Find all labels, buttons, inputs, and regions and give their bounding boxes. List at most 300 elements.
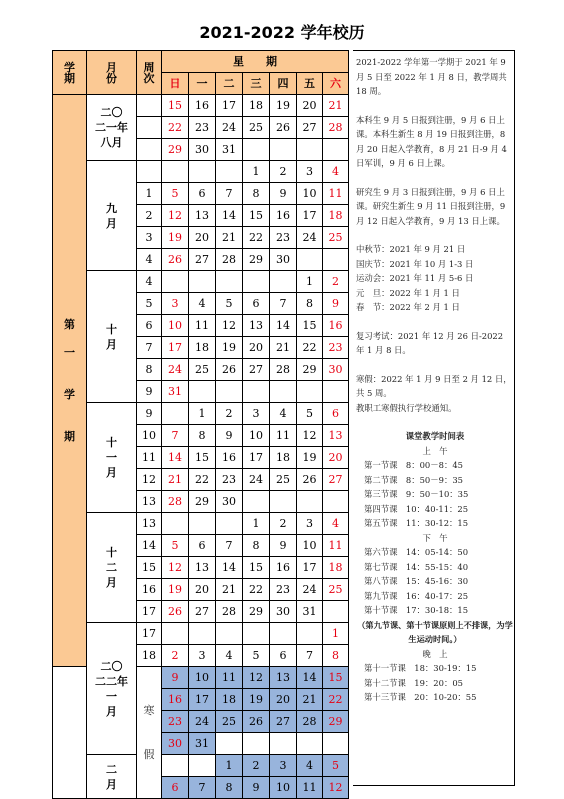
- day-cell: 18: [323, 205, 349, 227]
- day-cell: 8: [243, 535, 270, 557]
- day-cell: 7: [162, 425, 189, 447]
- day-cell: 4: [216, 645, 243, 667]
- day-cell: [297, 139, 323, 161]
- week-number: 13: [137, 491, 162, 513]
- day-cell: 31: [189, 733, 216, 755]
- notes-panel: [353, 50, 515, 786]
- semester-column-blank: [53, 667, 87, 689]
- weekday-header: 二: [216, 73, 243, 95]
- day-cell: [323, 139, 349, 161]
- period-row: 第十三节课 20：10-20：55: [364, 692, 477, 702]
- day-cell: [189, 513, 216, 535]
- month-label: 二〇 二一年 八月: [87, 95, 137, 161]
- day-cell: 29: [297, 359, 323, 381]
- day-cell: 27: [297, 117, 323, 139]
- week-number: [137, 139, 162, 161]
- day-cell: 7: [216, 183, 243, 205]
- day-cell: [323, 601, 349, 623]
- weekday-header: 三: [243, 73, 270, 95]
- day-cell: [297, 623, 323, 645]
- week-number: 12: [137, 469, 162, 491]
- day-cell: 21: [297, 689, 323, 711]
- day-cell: 9: [243, 777, 270, 799]
- day-cell: 30: [270, 601, 297, 623]
- day-cell: [270, 733, 297, 755]
- day-cell: 12: [162, 557, 189, 579]
- day-cell: 22: [243, 227, 270, 249]
- day-cell: 1: [189, 403, 216, 425]
- day-cell: 26: [216, 359, 243, 381]
- day-cell: 3: [189, 645, 216, 667]
- day-cell: 2: [323, 271, 349, 293]
- day-cell: 15: [162, 95, 189, 117]
- day-cell: 20: [243, 337, 270, 359]
- day-cell: 25: [216, 711, 243, 733]
- day-cell: 26: [243, 711, 270, 733]
- weekday-header: 一: [189, 73, 216, 95]
- week-number: 11: [137, 447, 162, 469]
- day-cell: [216, 381, 243, 403]
- week-number: 16: [137, 579, 162, 601]
- day-cell: 2: [270, 513, 297, 535]
- day-cell: 11: [189, 315, 216, 337]
- week-number: 14: [137, 535, 162, 557]
- day-cell: 4: [323, 161, 349, 183]
- day-cell: 2: [243, 755, 270, 777]
- holiday-item: 中秋节：2021 年 9 月 21 日: [356, 244, 466, 254]
- day-cell: 3: [270, 755, 297, 777]
- sports-time-note: （第九节课、第十节课原则上不排课，为学生运动时间。）: [357, 619, 513, 644]
- day-cell: 22: [189, 469, 216, 491]
- day-cell: 30: [162, 733, 189, 755]
- day-cell: 20: [270, 689, 297, 711]
- day-cell: 15: [189, 447, 216, 469]
- day-cell: 2: [216, 403, 243, 425]
- day-cell: 13: [189, 557, 216, 579]
- day-cell: 13: [243, 315, 270, 337]
- day-cell: [270, 139, 297, 161]
- period-row: 第八节课 15：45-16：30: [364, 576, 469, 586]
- day-cell: 27: [323, 469, 349, 491]
- month-label: 二 月: [87, 755, 137, 799]
- day-cell: 1: [297, 271, 323, 293]
- day-cell: 11: [323, 535, 349, 557]
- day-cell: 29: [323, 711, 349, 733]
- day-cell: 1: [243, 513, 270, 535]
- day-cell: [297, 491, 323, 513]
- day-cell: 5: [297, 403, 323, 425]
- day-cell: 24: [162, 359, 189, 381]
- week-number: 4: [137, 271, 162, 293]
- day-cell: 3: [162, 293, 189, 315]
- day-cell: 6: [243, 293, 270, 315]
- day-cell: [243, 491, 270, 513]
- day-cell: 17: [189, 689, 216, 711]
- day-cell: 17: [216, 95, 243, 117]
- day-cell: 7: [297, 645, 323, 667]
- school-calendar-table: [52, 50, 349, 799]
- day-cell: 3: [297, 161, 323, 183]
- week-number: 3: [137, 227, 162, 249]
- day-cell: 22: [297, 337, 323, 359]
- day-cell: 6: [162, 777, 189, 799]
- day-cell: 8: [243, 183, 270, 205]
- weekday-header: 四: [270, 73, 297, 95]
- day-cell: [270, 491, 297, 513]
- week-number: 9: [137, 403, 162, 425]
- semester-column-blank: [53, 755, 87, 777]
- day-cell: 24: [216, 117, 243, 139]
- day-cell: 28: [216, 249, 243, 271]
- period-row: 第四节课 10：40-11：25: [364, 503, 469, 514]
- week-number: 4: [137, 249, 162, 271]
- day-cell: 12: [162, 205, 189, 227]
- day-cell: 5: [162, 535, 189, 557]
- staff-break-note: 教职工寒假执行学校通知。: [356, 402, 457, 413]
- day-cell: 18: [323, 557, 349, 579]
- day-cell: 25: [243, 117, 270, 139]
- day-cell: 19: [297, 447, 323, 469]
- day-cell: 24: [189, 711, 216, 733]
- day-cell: 23: [270, 227, 297, 249]
- page-title: 2021-2022 学年校历: [199, 23, 365, 42]
- day-cell: 21: [216, 579, 243, 601]
- day-cell: 19: [270, 95, 297, 117]
- week-number: 1: [137, 183, 162, 205]
- month-label: 十 二 月: [87, 513, 137, 623]
- semester-column-blank: [53, 777, 87, 799]
- day-cell: 5: [243, 645, 270, 667]
- month-label: 二〇 二二年 一 月: [87, 623, 137, 755]
- day-cell: 12: [243, 667, 270, 689]
- calendar-row: [53, 755, 349, 777]
- day-cell: [216, 513, 243, 535]
- day-cell: 27: [189, 249, 216, 271]
- day-cell: 25: [323, 579, 349, 601]
- day-cell: 7: [270, 293, 297, 315]
- week-number: 2: [137, 205, 162, 227]
- day-cell: [270, 623, 297, 645]
- day-cell: 16: [270, 205, 297, 227]
- day-cell: [162, 161, 189, 183]
- day-cell: 30: [323, 359, 349, 381]
- day-cell: 21: [323, 95, 349, 117]
- day-cell: 24: [297, 227, 323, 249]
- day-cell: 25: [323, 227, 349, 249]
- day-cell: [189, 755, 216, 777]
- week-number: 18: [137, 645, 162, 667]
- day-cell: 2: [270, 161, 297, 183]
- day-cell: 6: [323, 403, 349, 425]
- calendar-row: [53, 271, 349, 293]
- day-cell: 23: [323, 337, 349, 359]
- day-cell: 20: [189, 227, 216, 249]
- day-cell: 16: [323, 315, 349, 337]
- schedule-title: 课堂教学时间表: [405, 431, 465, 441]
- day-cell: 19: [243, 689, 270, 711]
- day-cell: 25: [270, 469, 297, 491]
- day-cell: 21: [270, 337, 297, 359]
- day-cell: [243, 623, 270, 645]
- day-cell: 10: [270, 777, 297, 799]
- day-cell: [323, 733, 349, 755]
- day-cell: 9: [216, 425, 243, 447]
- day-cell: 20: [189, 579, 216, 601]
- winter-break-note: 寒假：2022 年 1 月 9 日至 2 月 12 日，共 5 周。: [356, 373, 512, 398]
- day-cell: 19: [216, 337, 243, 359]
- day-cell: [216, 271, 243, 293]
- month-label: 九 月: [87, 161, 137, 271]
- calendar-row: [53, 403, 349, 425]
- month-label: 十 月: [87, 271, 137, 403]
- day-cell: 4: [323, 513, 349, 535]
- day-cell: 11: [270, 425, 297, 447]
- day-cell: 11: [323, 183, 349, 205]
- day-cell: [162, 755, 189, 777]
- day-cell: 27: [270, 711, 297, 733]
- day-cell: 12: [323, 777, 349, 799]
- day-cell: 19: [162, 227, 189, 249]
- day-cell: 21: [162, 469, 189, 491]
- day-cell: 18: [189, 337, 216, 359]
- day-cell: 17: [297, 205, 323, 227]
- day-cell: 1: [323, 623, 349, 645]
- semester-header: 学 期: [53, 51, 87, 95]
- period-row: 第九节课 16：40-17：25: [364, 590, 469, 601]
- day-cell: 18: [270, 447, 297, 469]
- day-cell: 4: [270, 403, 297, 425]
- day-cell: 28: [297, 711, 323, 733]
- day-cell: 6: [189, 535, 216, 557]
- day-cell: [243, 139, 270, 161]
- weekday-header: 五: [297, 73, 323, 95]
- weekday-caption: 星 期: [162, 51, 349, 73]
- week-number: 13: [137, 513, 162, 535]
- day-cell: 15: [243, 557, 270, 579]
- day-cell: 5: [216, 293, 243, 315]
- day-cell: 9: [270, 183, 297, 205]
- day-cell: 5: [323, 755, 349, 777]
- day-cell: 26: [162, 601, 189, 623]
- period-row: 第十节课 17：30-18：15: [364, 605, 469, 615]
- day-cell: 23: [162, 711, 189, 733]
- day-cell: 12: [297, 425, 323, 447]
- day-cell: [162, 271, 189, 293]
- day-cell: 19: [162, 579, 189, 601]
- week-number: 6: [137, 315, 162, 337]
- day-cell: 7: [189, 777, 216, 799]
- day-cell: [297, 381, 323, 403]
- day-cell: 10: [189, 667, 216, 689]
- day-cell: 11: [216, 667, 243, 689]
- week-header: 周 次: [137, 51, 162, 95]
- day-cell: 26: [270, 117, 297, 139]
- holiday-item: 春 节：2022 年 2 月 1 日: [356, 302, 460, 312]
- day-cell: 10: [162, 315, 189, 337]
- day-cell: 16: [162, 689, 189, 711]
- day-cell: 22: [243, 579, 270, 601]
- day-cell: [189, 161, 216, 183]
- day-cell: 28: [162, 491, 189, 513]
- semester-intro: 2021-2022 学年第一学期于 2021 年 9 月 5 日至 2022 年 1 月 8 日，教学周共 18 周。: [356, 57, 507, 96]
- day-cell: 8: [216, 777, 243, 799]
- period-row: 第十一节课 18：30-19：15: [364, 663, 477, 673]
- undergrad-registration: 本科生 9 月 5 日报到注册，9 月 6 日上课。本科生新生 8 月 19 日报到注册，8 月 20 日起入学教育，8 月 21 日-9 月 4 日军训，9 月 6 日上课。: [356, 114, 507, 168]
- semester-column-blank: [53, 733, 87, 755]
- day-cell: 16: [216, 447, 243, 469]
- day-cell: 13: [270, 667, 297, 689]
- calendar-row: [53, 623, 349, 645]
- day-cell: 12: [216, 315, 243, 337]
- day-cell: [270, 271, 297, 293]
- weekday-header: 日: [162, 73, 189, 95]
- day-cell: 8: [323, 645, 349, 667]
- day-cell: 23: [189, 117, 216, 139]
- week-number: 10: [137, 425, 162, 447]
- month-header: 月 份: [87, 51, 137, 95]
- week-number: 8: [137, 359, 162, 381]
- day-cell: [162, 623, 189, 645]
- day-cell: 29: [243, 249, 270, 271]
- day-cell: 20: [323, 447, 349, 469]
- day-cell: 8: [189, 425, 216, 447]
- day-cell: 17: [243, 447, 270, 469]
- day-cell: 3: [243, 403, 270, 425]
- period-row: 第六节课 14：05-14：50: [364, 547, 469, 557]
- day-cell: 14: [297, 667, 323, 689]
- day-cell: [323, 491, 349, 513]
- day-cell: 10: [297, 535, 323, 557]
- day-cell: 31: [216, 139, 243, 161]
- winter-break-label: 寒 假: [137, 667, 162, 799]
- day-cell: [297, 249, 323, 271]
- period-row: 第一节课 8：00－8：45: [364, 460, 463, 470]
- day-cell: 13: [189, 205, 216, 227]
- day-cell: 9: [270, 535, 297, 557]
- day-cell: 14: [270, 315, 297, 337]
- day-cell: 14: [216, 557, 243, 579]
- week-number: 17: [137, 601, 162, 623]
- day-cell: 26: [162, 249, 189, 271]
- day-cell: 5: [162, 183, 189, 205]
- grad-registration: 研究生 9 月 3 日报到注册，9 月 6 日上课。研究生新生 9 月 11 日报到注册，9 月 12 日起入学教育，9 月 13 日上课。: [356, 186, 506, 226]
- day-cell: 6: [189, 183, 216, 205]
- week-number: 17: [137, 623, 162, 645]
- day-cell: 27: [243, 359, 270, 381]
- holiday-item: 元 旦：2022 年 1 月 1 日: [356, 287, 460, 298]
- day-cell: 18: [216, 689, 243, 711]
- day-cell: 4: [297, 755, 323, 777]
- day-cell: 30: [270, 249, 297, 271]
- calendar-row: [53, 161, 349, 183]
- day-cell: 9: [162, 667, 189, 689]
- day-cell: [216, 733, 243, 755]
- day-cell: 2: [162, 645, 189, 667]
- day-cell: 17: [162, 337, 189, 359]
- day-cell: 23: [270, 579, 297, 601]
- day-cell: [189, 623, 216, 645]
- period-row: 第三节课 9：50－10：35: [364, 489, 469, 499]
- day-cell: 31: [297, 601, 323, 623]
- day-cell: 21: [216, 227, 243, 249]
- day-cell: 15: [243, 205, 270, 227]
- semester-column-blank: [53, 711, 87, 733]
- day-cell: [189, 271, 216, 293]
- day-cell: [216, 161, 243, 183]
- day-cell: [216, 623, 243, 645]
- calendar-row: [53, 513, 349, 535]
- day-cell: 29: [243, 601, 270, 623]
- day-cell: 29: [162, 139, 189, 161]
- afternoon-heading: 下 午: [422, 532, 448, 543]
- week-number: [137, 117, 162, 139]
- day-cell: 23: [216, 469, 243, 491]
- day-cell: [270, 381, 297, 403]
- day-cell: 20: [297, 95, 323, 117]
- morning-heading: 上 午: [422, 445, 448, 456]
- day-cell: [162, 403, 189, 425]
- day-cell: 10: [243, 425, 270, 447]
- day-cell: 7: [216, 535, 243, 557]
- calendar-row: [53, 95, 349, 117]
- holiday-item: 国庆节：2021 年 10 月 1-3 日: [356, 258, 474, 269]
- weekday-header: 六: [323, 73, 349, 95]
- day-cell: 4: [189, 293, 216, 315]
- day-cell: [297, 733, 323, 755]
- day-cell: 1: [216, 755, 243, 777]
- day-cell: 11: [297, 777, 323, 799]
- day-cell: [189, 381, 216, 403]
- day-cell: 29: [189, 491, 216, 513]
- day-cell: 26: [297, 469, 323, 491]
- day-cell: 1: [243, 161, 270, 183]
- week-number: [137, 161, 162, 183]
- day-cell: 28: [270, 359, 297, 381]
- period-row: 第七节课 14：55-15：40: [364, 561, 469, 572]
- day-cell: 25: [189, 359, 216, 381]
- month-label: 十 一 月: [87, 403, 137, 513]
- day-cell: 8: [297, 293, 323, 315]
- day-cell: [243, 733, 270, 755]
- day-cell: 28: [216, 601, 243, 623]
- day-cell: 30: [216, 491, 243, 513]
- day-cell: 15: [297, 315, 323, 337]
- day-cell: 16: [270, 557, 297, 579]
- period-row: 第五节课 11：30-12：15: [364, 518, 469, 528]
- day-cell: 13: [323, 425, 349, 447]
- day-cell: 22: [323, 689, 349, 711]
- day-cell: 15: [323, 667, 349, 689]
- day-cell: [243, 271, 270, 293]
- day-cell: [162, 513, 189, 535]
- week-number: 9: [137, 381, 162, 403]
- day-cell: 6: [270, 645, 297, 667]
- day-cell: 9: [323, 293, 349, 315]
- day-cell: [323, 381, 349, 403]
- semester-label: 第 一 学 期: [53, 95, 87, 667]
- day-cell: 10: [297, 183, 323, 205]
- holiday-item: 运动会：2021 年 11 月 5-6 日: [356, 273, 474, 283]
- week-number: [137, 95, 162, 117]
- day-cell: 24: [243, 469, 270, 491]
- evening-heading: 晚 上: [422, 648, 448, 659]
- day-cell: 16: [189, 95, 216, 117]
- day-cell: 18: [243, 95, 270, 117]
- week-number: 5: [137, 293, 162, 315]
- exam-period: 复习考试：2021 年 12 月 26 日-2022 年 1 月 8 日。: [356, 330, 504, 355]
- week-number: 7: [137, 337, 162, 359]
- day-cell: [323, 249, 349, 271]
